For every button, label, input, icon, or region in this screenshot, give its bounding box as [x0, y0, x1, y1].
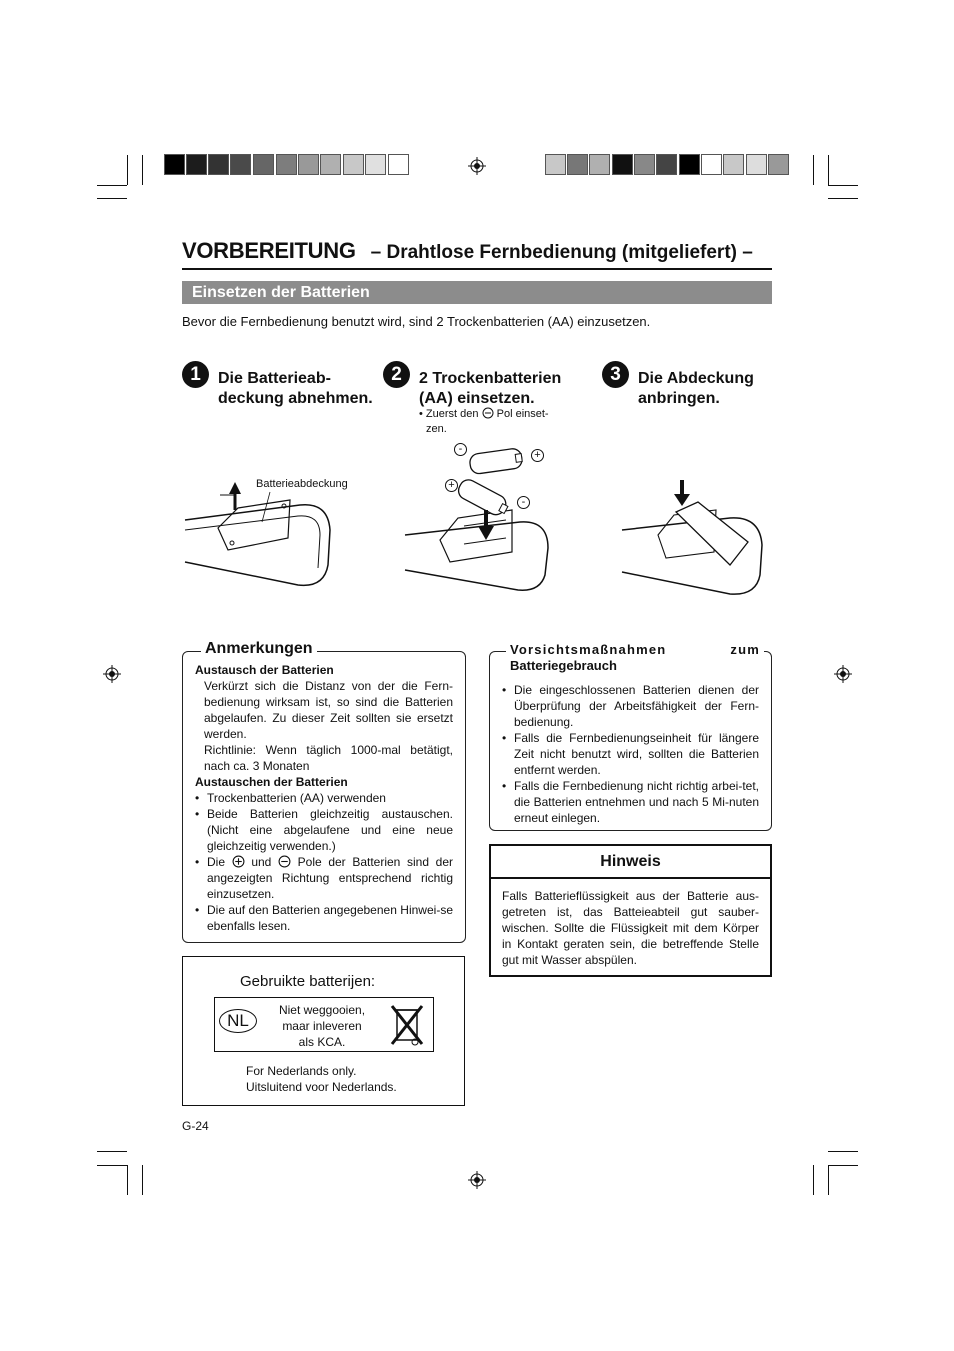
crop-mark	[828, 155, 829, 185]
step-1-text	[218, 369, 373, 409]
crop-mark	[813, 1165, 814, 1195]
crop-mark	[97, 185, 127, 186]
plus-label: +	[531, 449, 544, 462]
nl-footnote-2: Uitsluitend voor Nederlands.	[246, 1080, 397, 1094]
title-main: VORBEREITUNG	[182, 238, 356, 263]
crossed-bin-icon	[389, 1002, 425, 1048]
caution-bullet-3: • Falls die Fernbedienung nicht richtig arbei-tet, die Batterien entnehmen und nach 5 Mi-nuten erneut einlegen.	[502, 778, 759, 826]
caution-title	[506, 642, 764, 674]
step-3-line-2: anbringen.	[638, 390, 720, 407]
nl-line-1: Niet weggooien,	[278, 1003, 366, 1017]
registration-mark-icon	[468, 157, 486, 175]
battery-insert-illustration	[400, 440, 560, 600]
minus-circle-icon	[278, 855, 291, 868]
nl-disposal-box	[182, 956, 465, 1106]
crop-mark	[813, 155, 814, 185]
step-2-line-1: 2 Trockenbatterien	[419, 370, 562, 387]
notes-bullet-3	[195, 854, 453, 902]
notes-bullet-3-a: Die	[207, 855, 226, 869]
crop-mark	[828, 1165, 858, 1166]
step-2-note	[419, 407, 574, 437]
notes-bullet-2: • Beide Batterien gleichzeitig austauschen. (Nicht eine abgelaufene und eine neue gleichzeitig verwenden.)	[195, 806, 453, 854]
crop-mark	[97, 198, 127, 199]
nl-footnote-1: For Nederlands only.	[246, 1064, 357, 1078]
notes-title: Anmerkungen	[201, 640, 317, 658]
crop-mark	[828, 1151, 858, 1152]
registration-mark-icon	[103, 665, 121, 683]
crop-mark	[828, 185, 858, 186]
step-3-text	[638, 369, 754, 409]
minus-label: -	[517, 496, 530, 509]
minus-circle-icon	[482, 407, 494, 419]
registration-mark-icon	[468, 1171, 486, 1189]
crop-mark	[97, 1151, 127, 1152]
cover-attach-illustration	[620, 470, 770, 600]
caution-title-a: Vorsichtsmaßnahmen	[510, 642, 667, 657]
hinweis-text: Falls Batterieflüssigkeit aus der Batterie aus-getreten ist, das Batteieabteil gut sauber-wischen. Sollte die Flüssigkeit mit dem Körper in Kontakt geraten sein, die betreffende Stelle gut mit Wasser abspülen.	[502, 889, 759, 967]
notes-heading-1: Austausch der Batterien	[195, 663, 334, 677]
title-sub: Drahtlose Fernbedienung (mitgeliefert)	[386, 242, 737, 263]
notes-paragraph-2: Richtlinie: Wenn täglich 1000-mal betätigt, nach ca. 3 Monaten	[204, 743, 453, 773]
crop-mark	[142, 1165, 143, 1195]
step-number-3: 3	[602, 361, 629, 388]
caution-box	[489, 642, 772, 831]
step-2-note-b: Pol einset-	[496, 408, 549, 420]
nl-instructions	[263, 1002, 381, 1050]
step-2-text	[419, 369, 561, 409]
step-2-note-c: zen.	[426, 423, 447, 435]
step-1-line-2: deckung abnehmen.	[218, 390, 373, 407]
crop-mark	[828, 198, 858, 199]
step-2-note-a: • Zuerst den	[419, 408, 479, 420]
caution-title-b: zum	[730, 642, 760, 657]
caution-title-c: Batteriegebrauch	[510, 658, 617, 673]
step-number-2: 2	[383, 361, 410, 388]
nl-footnote	[246, 1063, 397, 1095]
notes-paragraph-1: Verkürzt sich die Distanz von der die Fern-bedienung wirksam ist, so sind die Batterien abgelaufen. Zu dieser Zeit sollten sie ersetzt werden.	[204, 679, 453, 741]
nl-title: Gebruikte batterijen:	[240, 973, 376, 990]
caution-bullet-2: • Falls die Fernbedienungseinheit für längere Zeit nicht benutzt wird, sollten die Batterien entfernt werden.	[502, 730, 759, 778]
page-title: VORBEREITUNG – Drahtlose Fernbedienung (mitgeliefert) –	[182, 238, 772, 270]
registration-mark-icon	[834, 665, 852, 683]
step-number-1: 1	[182, 361, 209, 388]
nl-line-3: als KCA.	[298, 1035, 346, 1049]
callout-battery-cover: Batterieabdeckung	[256, 478, 348, 490]
crop-mark	[127, 1165, 128, 1195]
notes-bullet-3-b: und	[251, 855, 272, 869]
step-1-line-1: Die Batterieab-	[218, 370, 331, 387]
nl-badge: NL	[219, 1009, 257, 1033]
crop-mark	[828, 1165, 829, 1195]
crop-mark	[127, 155, 128, 185]
plus-circle-icon	[232, 855, 245, 868]
crop-mark	[97, 1165, 127, 1166]
step-3-line-1: Die Abdeckung	[638, 370, 754, 387]
plus-label: +	[445, 479, 458, 492]
notes-bullet-3-c: Pole der Batterien sind der angezeigten Richtung entsprechend richtig einzusetzen.	[207, 855, 453, 901]
notes-bullet-1: • Trockenbatterien (AA) verwenden	[195, 790, 453, 806]
hinweis-box	[489, 844, 772, 977]
step-2-line-2: (AA) einsetzen.	[419, 390, 535, 407]
hinweis-title: Hinweis	[491, 846, 770, 879]
nl-inner-box	[214, 997, 434, 1052]
notes-bullet-4: • Die auf den Batterien angegebenen Hinwei-se ebenfalls lesen.	[195, 902, 453, 934]
minus-label: -	[454, 443, 467, 456]
caution-bullet-1: • Die eingeschlossenen Batterien dienen der Überprüfung der Arbeitsfähigkeit der Fern-bedienung.	[502, 682, 759, 730]
nl-line-2: maar inleveren	[282, 1019, 362, 1033]
section-intro: Bevor die Fernbedienung benutzt wird, sind 2 Trockenbatterien (AA) einzusetzen.	[182, 314, 651, 329]
section-heading: Einsetzen der Batterien	[182, 281, 772, 304]
page-number: G-24	[182, 1119, 209, 1133]
notes-heading-2: Austauschen der Batterien	[195, 775, 348, 789]
crop-mark	[142, 155, 143, 185]
notes-box	[182, 640, 466, 943]
